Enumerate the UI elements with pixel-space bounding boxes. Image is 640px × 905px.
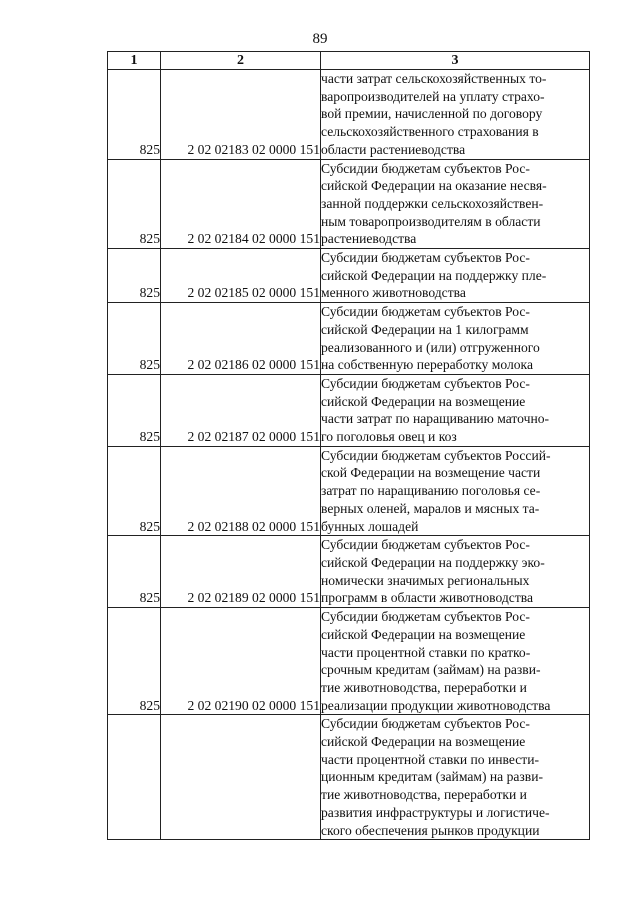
description-line: го поголовья овец и коз (321, 429, 457, 445)
admin-code-cell: 825 (108, 374, 161, 446)
description-line: сийской Федерации на 1 килограмм (321, 321, 529, 337)
admin-code-cell: 825 (108, 303, 161, 375)
description-line: номически значимых региональных (321, 572, 530, 588)
revenue-code-cell: 2 02 02184 02 0000 151 (161, 159, 321, 249)
description-line: ского обеспечения рынков продукции (321, 822, 540, 838)
column-header-1: 1 (108, 52, 161, 70)
description-line: части затрат по наращиванию маточно- (321, 411, 550, 427)
description-line: ным товаропроизводителям в области (321, 213, 541, 229)
description-line: ционным кредитам (займам) на разви- (321, 769, 544, 785)
description-line: Субсидии бюджетам субъектов Рос- (321, 537, 530, 553)
admin-code-cell: 825 (108, 249, 161, 303)
description-line: сельскохозяйственного страхования в (321, 124, 539, 140)
description-cell (321, 70, 590, 160)
description-line: части процентной ставки по кратко- (321, 644, 531, 660)
table-row (108, 446, 590, 536)
admin-code-cell: 825 (108, 70, 161, 160)
admin-code-cell: 825 (108, 159, 161, 249)
description-line: Субсидии бюджетам субъектов Рос- (321, 160, 530, 176)
table-row (108, 70, 590, 160)
admin-code-cell: 825 (108, 608, 161, 715)
description-line: ской Федерации на возмещение части (321, 465, 541, 481)
description-line: тие животноводства, переработки и (321, 679, 527, 695)
description-line: срочным кредитам (займам) на разви- (321, 662, 541, 678)
revenue-code-cell: 2 02 02185 02 0000 151 (161, 249, 321, 303)
description-line: сийской Федерации на поддержку эко- (321, 554, 545, 570)
table-row (108, 608, 590, 715)
column-header-2: 2 (161, 52, 321, 70)
description-line: на собственную переработку молока (321, 357, 533, 373)
description-line: реализации продукции животноводства (321, 697, 551, 713)
description-cell (321, 608, 590, 715)
description-line: части процентной ставки по инвести- (321, 751, 540, 767)
description-line: сийской Федерации на оказание несвя- (321, 178, 547, 194)
description-line: верных оленей, маралов и мясных та- (321, 500, 540, 516)
description-line: Субсидии бюджетам субъектов Россий- (321, 447, 551, 463)
description-line: сийской Федерации на поддержку пле- (321, 267, 547, 283)
description-line: менного животноводства (321, 285, 466, 301)
description-line: сийской Федерации на возмещение (321, 626, 526, 642)
admin-code-cell: 825 (108, 446, 161, 536)
table-row (108, 374, 590, 446)
description-line: Субсидии бюджетам субъектов Рос- (321, 716, 530, 732)
description-line: тие животноводства, переработки и (321, 787, 527, 803)
description-line: Субсидии бюджетам субъектов Рос- (321, 304, 530, 320)
description-line: программ в области животноводства (321, 590, 534, 606)
description-cell (321, 303, 590, 375)
admin-code-cell (108, 715, 161, 840)
description-line: бунных лошадей (321, 518, 419, 534)
admin-code-cell: 825 (108, 536, 161, 608)
description-line: области растениеводства (321, 141, 466, 157)
description-line: занной поддержки сельскохозяйствен- (321, 195, 544, 211)
description-line: сийской Федерации на возмещение (321, 393, 526, 409)
description-line: вой премии, начисленной по договору (321, 106, 543, 122)
column-header-3: 3 (321, 52, 590, 70)
description-cell (321, 536, 590, 608)
description-cell (321, 374, 590, 446)
description-line: сийской Федерации на возмещение (321, 734, 526, 750)
table-row (108, 303, 590, 375)
page-number: 89 (312, 31, 328, 47)
revenue-code-cell: 2 02 02189 02 0000 151 (161, 536, 321, 608)
revenue-code-cell: 2 02 02190 02 0000 151 (161, 608, 321, 715)
revenue-code-cell: 2 02 02187 02 0000 151 (161, 374, 321, 446)
table-row (108, 159, 590, 249)
description-line: развития инфраструктуры и логистиче- (321, 804, 550, 820)
table-row (108, 249, 590, 303)
description-line: растениеводства (321, 231, 417, 247)
table-row (108, 536, 590, 608)
description-cell (321, 715, 590, 840)
revenue-code-cell: 2 02 02188 02 0000 151 (161, 446, 321, 536)
revenue-code-cell (161, 715, 321, 840)
description-line: Субсидии бюджетам субъектов Рос- (321, 375, 530, 391)
description-cell (321, 446, 590, 536)
description-cell (321, 249, 590, 303)
revenue-code-cell: 2 02 02183 02 0000 151 (161, 70, 321, 160)
budget-classification-table (107, 51, 590, 840)
description-line: части затрат сельскохозяйственных то- (321, 71, 547, 86)
table-body (108, 70, 590, 840)
description-line: варопроизводителей на уплату страхо- (321, 88, 545, 104)
description-cell (321, 159, 590, 249)
description-line: Субсидии бюджетам субъектов Рос- (321, 609, 530, 625)
revenue-code-cell: 2 02 02186 02 0000 151 (161, 303, 321, 375)
description-line: затрат по наращиванию поголовья се- (321, 483, 541, 499)
table-row (108, 715, 590, 840)
description-line: Субсидии бюджетам субъектов Рос- (321, 250, 530, 266)
header-row (108, 52, 590, 70)
description-line: реализованного и (или) отгруженного (321, 339, 540, 355)
